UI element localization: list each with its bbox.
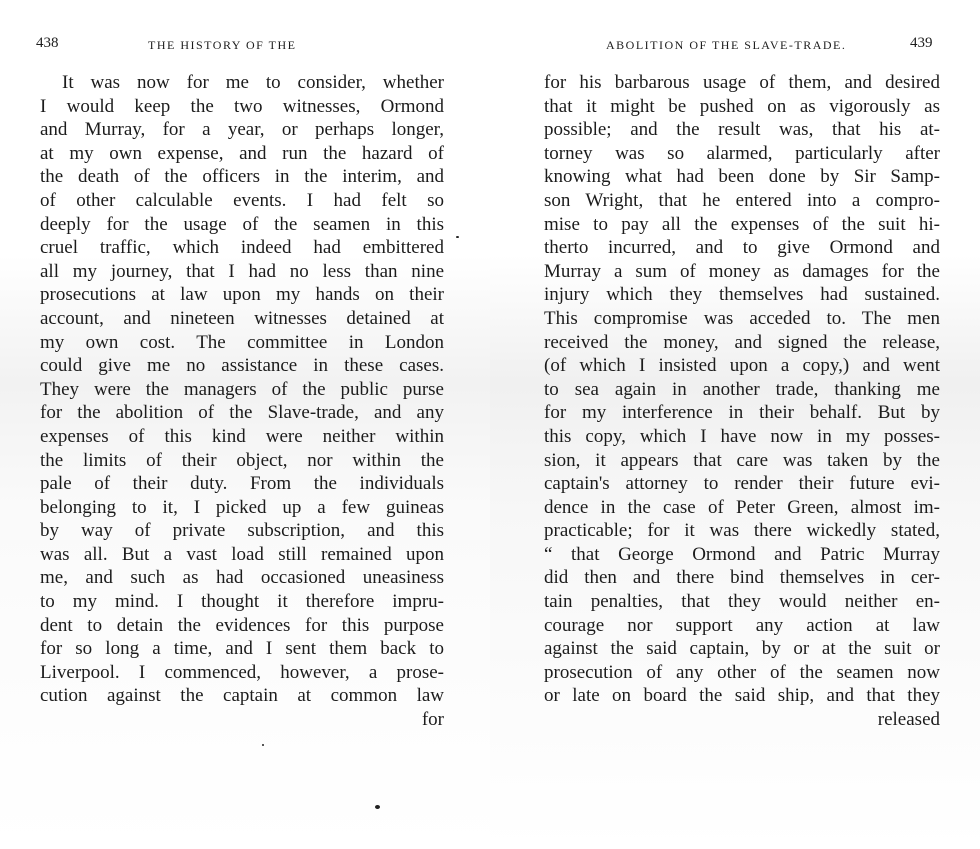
body-text	[544, 71, 940, 732]
text-line: mise to pay all the expenses of the suit hi-	[544, 213, 940, 235]
text-line: by way of private subscription, and this	[40, 520, 444, 542]
text-line: received the money, and signed the release,	[544, 331, 940, 353]
text-line: for the abolition of the Slave-trade, and any	[40, 402, 444, 424]
text-line: of other calculable events. I had felt so	[40, 189, 444, 211]
text-line: prosecution of any other of the seamen now	[544, 661, 940, 683]
text-line: my own cost. The committee in London	[40, 331, 444, 353]
text-line: (of which I insisted upon a copy,) and went	[544, 355, 940, 377]
text-line: did then and there bind themselves in cer-	[544, 567, 940, 589]
text-line: therto incurred, and to give Ormond and	[544, 237, 940, 259]
text-line: expenses of this kind were neither within	[40, 425, 444, 447]
text-line: courage nor support any action at law	[544, 614, 940, 636]
text-line: tain penalties, that they would neither en-	[544, 591, 940, 613]
text-line: knowing what had been done by Sir Samp-	[544, 166, 940, 188]
text-line: belonging to it, I picked up a few guineas	[40, 496, 444, 518]
right-page	[490, 0, 980, 849]
text-line: captain's attorney to render their future evi-	[544, 473, 940, 495]
body-text	[40, 71, 444, 732]
text-line: was all. But a vast load still remained upon	[40, 543, 444, 565]
paper-speck	[375, 805, 380, 809]
page-number: 438	[36, 35, 59, 51]
text-line: prosecutions at law upon my hands on their	[40, 284, 444, 306]
paper-speck	[456, 236, 459, 238]
text-line: and Murray, for a year, or perhaps longer,	[40, 119, 444, 141]
running-head: THE HISTORY OF THE	[148, 38, 297, 52]
text-line: this copy, which I have now in my posses-	[544, 425, 940, 447]
paper-speck	[262, 744, 264, 746]
text-line: Murray a sum of money as damages for the	[544, 260, 940, 282]
text-line: This compromise was acceded to. The men	[544, 307, 940, 329]
text-line: Liverpool. I commenced, however, a prose-	[40, 661, 444, 683]
page-number: 439	[910, 35, 933, 51]
text-line: for so long a time, and I sent them back to	[40, 638, 444, 660]
text-line: that it might be pushed on as vigorously as	[544, 95, 940, 117]
text-line: “ that George Ormond and Patric Murray	[544, 543, 940, 565]
text-line: torney was so alarmed, particularly after	[544, 142, 940, 164]
text-line: son Wright, that he entered into a compro-	[544, 189, 940, 211]
text-line: me, and such as had occasioned uneasiness	[40, 567, 444, 589]
text-line: dence in the case of Peter Green, almost im-	[544, 496, 940, 518]
catchword: released	[877, 709, 940, 731]
text-line: to my mind. I thought it therefore impru-	[40, 591, 444, 613]
text-line: sion, it appears that care was taken by the	[544, 449, 940, 471]
text-line: the limits of their object, nor within the	[40, 449, 444, 471]
text-line: could give me no assistance in these cases.	[40, 355, 444, 377]
text-line: They were the managers of the public purse	[40, 378, 444, 400]
text-line: I would keep the two witnesses, Ormond	[40, 95, 444, 117]
text-line: at my own expense, and run the hazard of	[40, 142, 444, 164]
text-line: practicable; for it was there wickedly stated,	[544, 520, 940, 542]
text-line: to sea again in another trade, thanking me	[544, 378, 940, 400]
text-line: It was now for me to consider, whether	[62, 72, 444, 93]
running-head: ABOLITION OF THE SLAVE-TRADE.	[606, 38, 847, 52]
text-line: injury which they themselves had sustained.	[544, 284, 940, 306]
text-line: for my interference in their behalf. But by	[544, 402, 940, 424]
text-line: cution against the captain at common law	[40, 685, 444, 707]
text-line: deeply for the usage of the seamen in this	[40, 213, 444, 235]
text-line: cruel traffic, which indeed had embittered	[40, 237, 444, 259]
text-line: account, and nineteen witnesses detained at	[40, 307, 444, 329]
text-line: dent to detain the evidences for this purpose	[40, 614, 444, 636]
text-line: all my journey, that I had no less than nine	[40, 260, 444, 282]
text-line: against the said captain, by or at the suit or	[544, 638, 940, 660]
catchword: for	[421, 709, 444, 731]
text-line: or late on board the said ship, and that they	[544, 685, 940, 707]
text-line: for his barbarous usage of them, and desired	[544, 72, 940, 93]
text-line: pale of their duty. From the individuals	[40, 473, 444, 495]
text-line: the death of the officers in the interim, and	[40, 166, 444, 188]
text-line: possible; and the result was, that his at-	[544, 119, 940, 141]
